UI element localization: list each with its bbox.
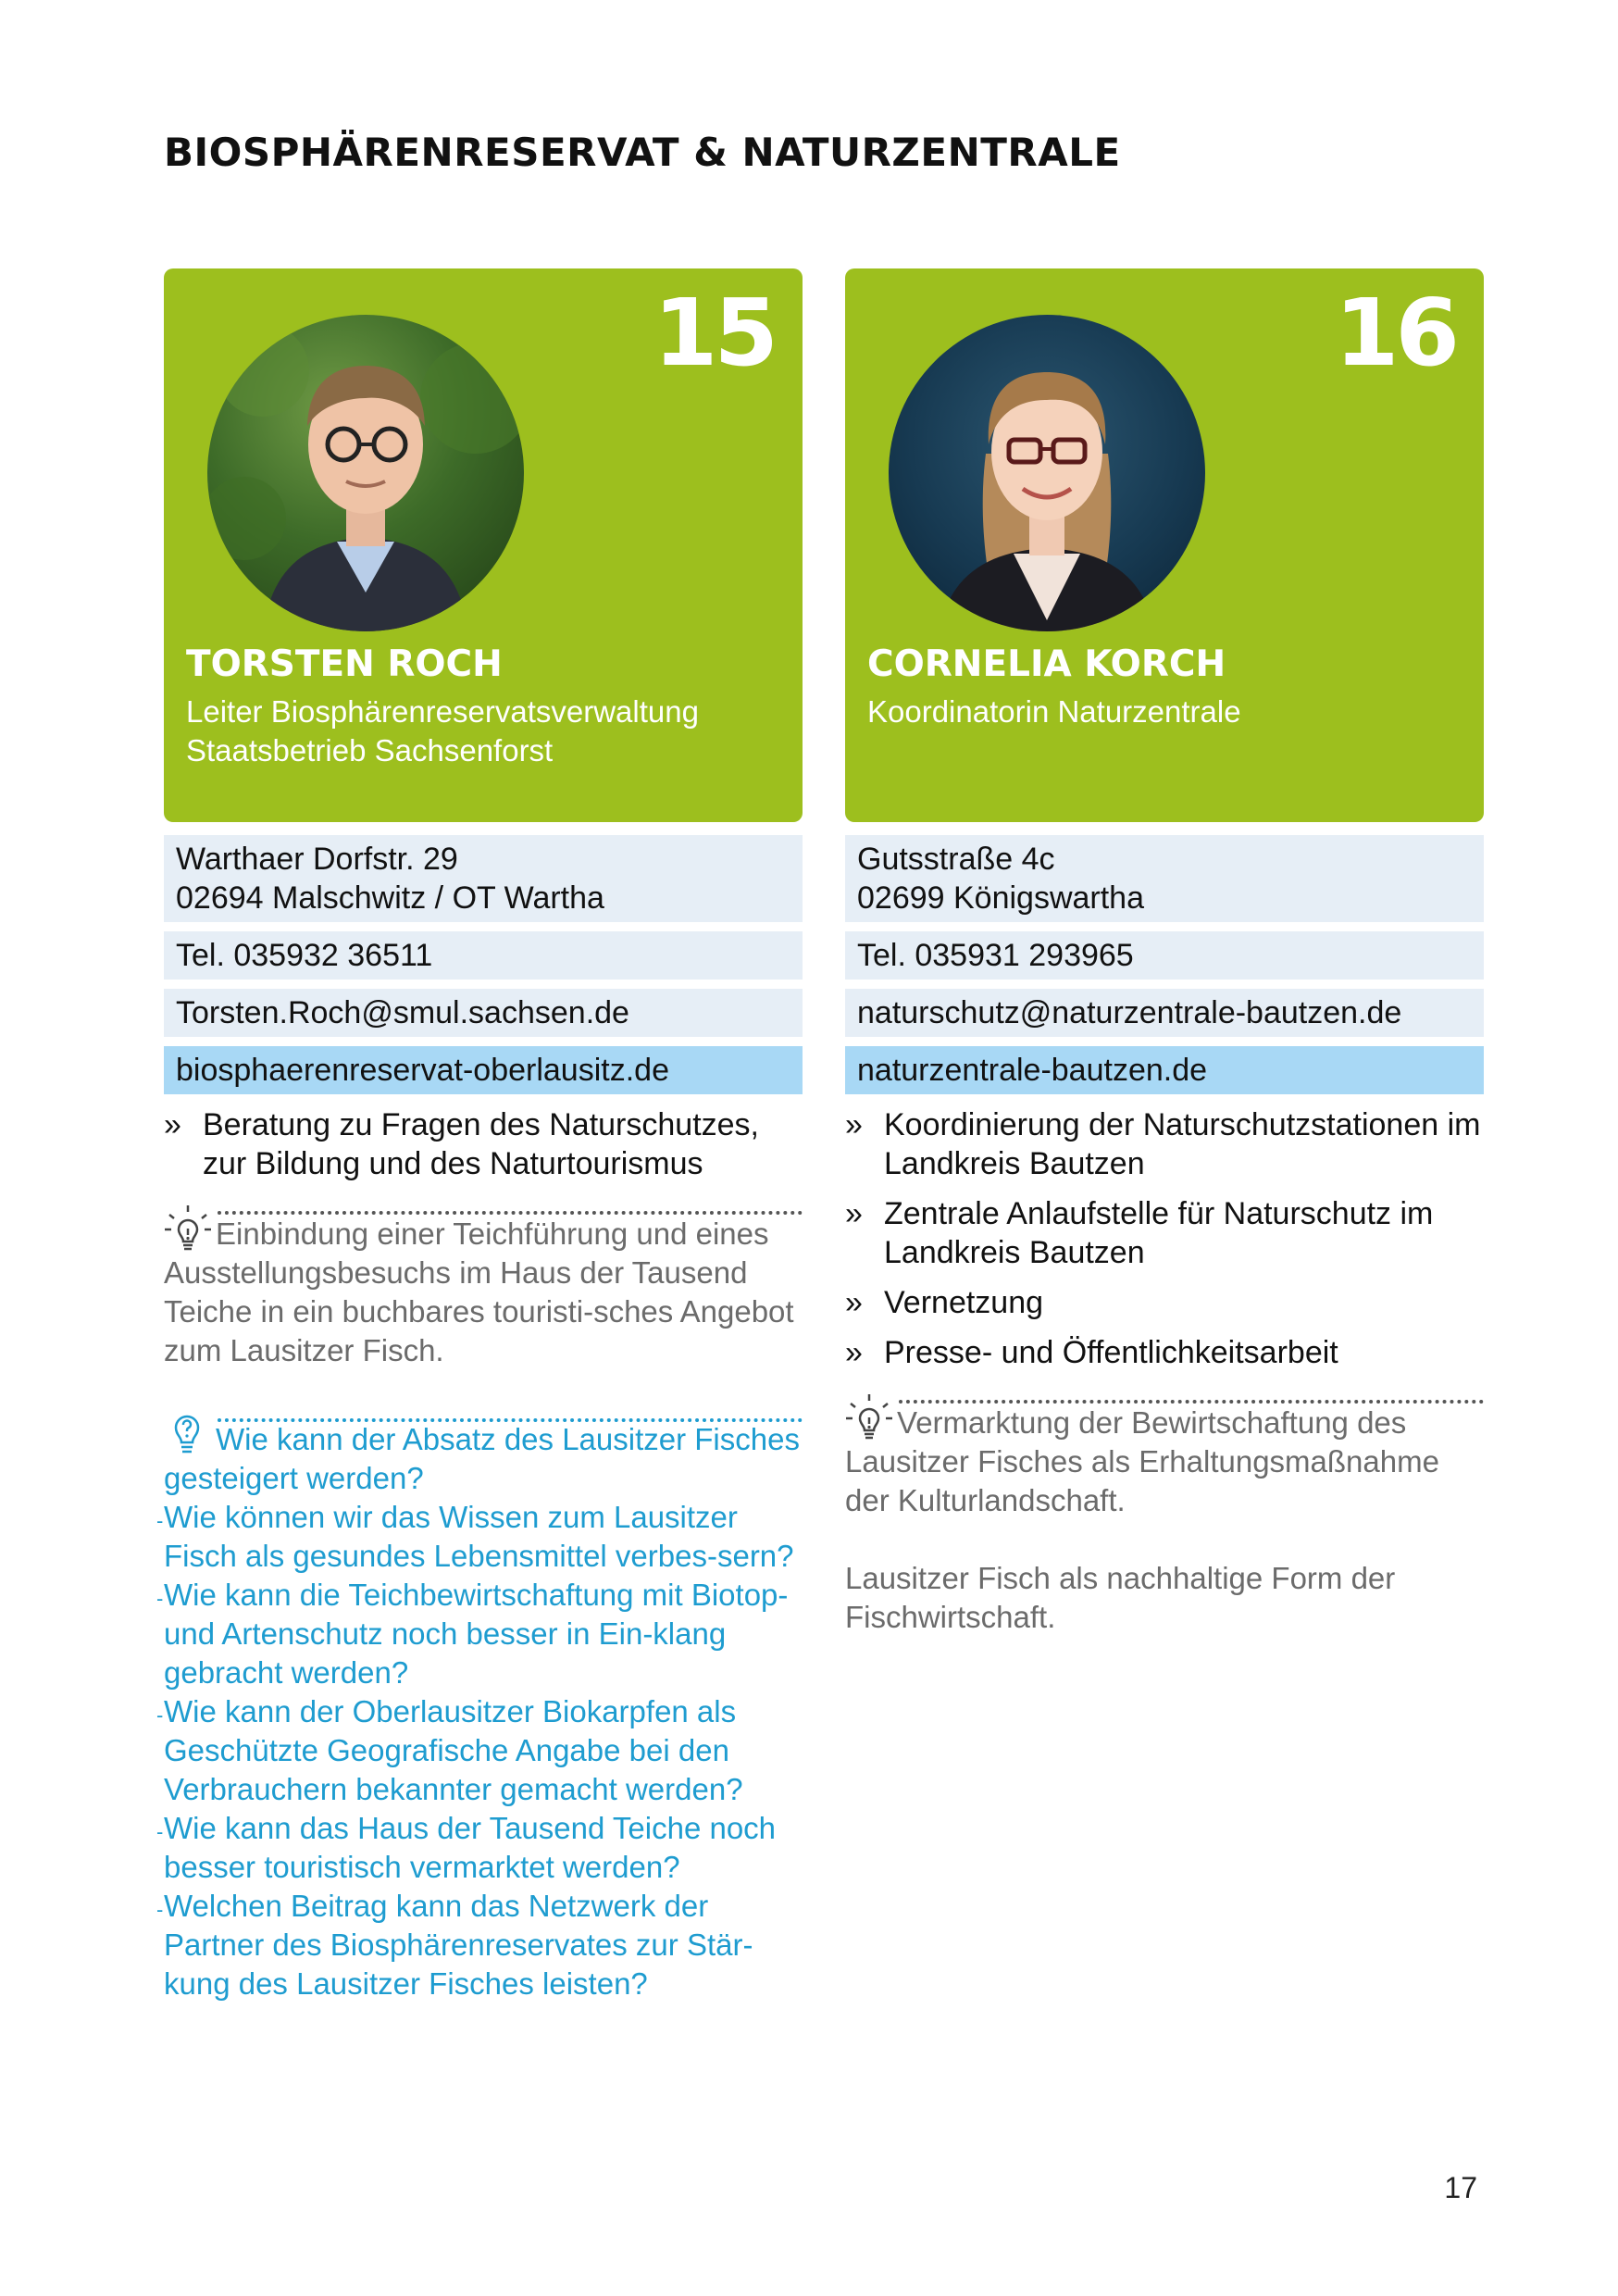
list-item: » Vernetzung [845,1285,1044,1320]
lightbulb-icon [845,1392,897,1441]
page-number: 17 [1444,2171,1477,2204]
contact-card-16 [845,268,1484,822]
list-item: » Beratung zu Fragen des Naturschutzes, zur Bildung und des Naturtourismus [164,1107,759,1181]
questions-list [164,1409,803,2003]
question-item: - Wie können wir das Wissen zum Lausitzer Fisch als gesundes Lebensmittel verbes-sern? [164,1498,803,1576]
lightbulb-icon [164,1204,216,1252]
idea-note: Vermarktung der Bewirtschaftung des Lausitzer Fisches als Erhaltungsmaßnahme der Kulturlandschaft. Lausitzer Fisch als nachhaltige Form der Fischwirtschaft. [845,1392,1484,1637]
question-item: - Wie kann das Haus der Tausend Teiche noch besser touristisch vermarktet werden? [164,1809,803,1887]
portrait-man-photo [207,315,524,631]
website-link[interactable]: biosphaerenreservat-oberlausitz.de [164,1046,803,1094]
list-item: » Zentrale Anlaufstelle für Naturschutz im Landkreis Bautzen [845,1196,1434,1270]
page-title: BIOSPHÄRENRESERVAT & NATURZENTRALE [164,130,1121,175]
idea-note: Einbindung einer Teichführung und eines Ausstellungsbesuchs im Haus der Tausend Teiche in ein buchbares touristi-sches Angebot zum Lausitzer Fisch. [164,1204,803,1370]
question-item: - Wie kann der Oberlausitzer Biokarpfen als Geschützte Geografische Angabe bei den Verbrauchern bekannter gemacht werden? [164,1692,803,1809]
contact-column-left [164,268,803,2003]
contact-card-15 [164,268,803,822]
portrait-woman-photo [889,315,1205,631]
person-role: Koordinatorin Naturzentrale [867,694,1241,729]
question-bulb-icon [164,1409,216,1457]
service-list [164,1105,803,1183]
email-link[interactable]: Torsten.Roch@smul.sachsen.de [164,989,803,1037]
list-item: » Presse- und Öffentlichkeitsarbeit [845,1335,1338,1370]
address: Gutsstraße 4c 02699 Königswartha [845,835,1484,922]
phone[interactable]: Tel. 035932 36511 [164,931,803,980]
website-link[interactable]: naturzentrale-bautzen.de [845,1046,1484,1094]
card-number: 16 [1334,279,1456,387]
person-role: Leiter Biosphärenreservatsverwaltung Staatsbetrieb Sachsenforst [186,694,699,767]
question-item: Wie kann der Absatz des Lausitzer Fisches gesteigert werden? [164,1409,803,1498]
question-item: - Welchen Beitrag kann das Netzwerk der Partner des Biosphärenreservates zur Stär-kung des Lausitzer Fisches leisten? [164,1887,803,2003]
person-name: CORNELIA KORCH [867,643,1226,685]
question-item: - Wie kann die Teichbewirtschaftung mit Biotop- und Artenschutz noch besser in Ein-klang gebracht werden? [164,1576,803,1692]
email-link[interactable]: naturschutz@naturzentrale-bautzen.de [845,989,1484,1037]
address: Warthaer Dorfstr. 29 02694 Malschwitz / OT Wartha [164,835,803,922]
contact-column-right [845,268,1484,1637]
phone[interactable]: Tel. 035931 293965 [845,931,1484,980]
card-number: 15 [653,279,775,387]
service-list [845,1105,1484,1372]
list-item: » Koordinierung der Naturschutzstationen im Landkreis Bautzen [845,1107,1481,1181]
person-name: TORSTEN ROCH [186,643,503,685]
